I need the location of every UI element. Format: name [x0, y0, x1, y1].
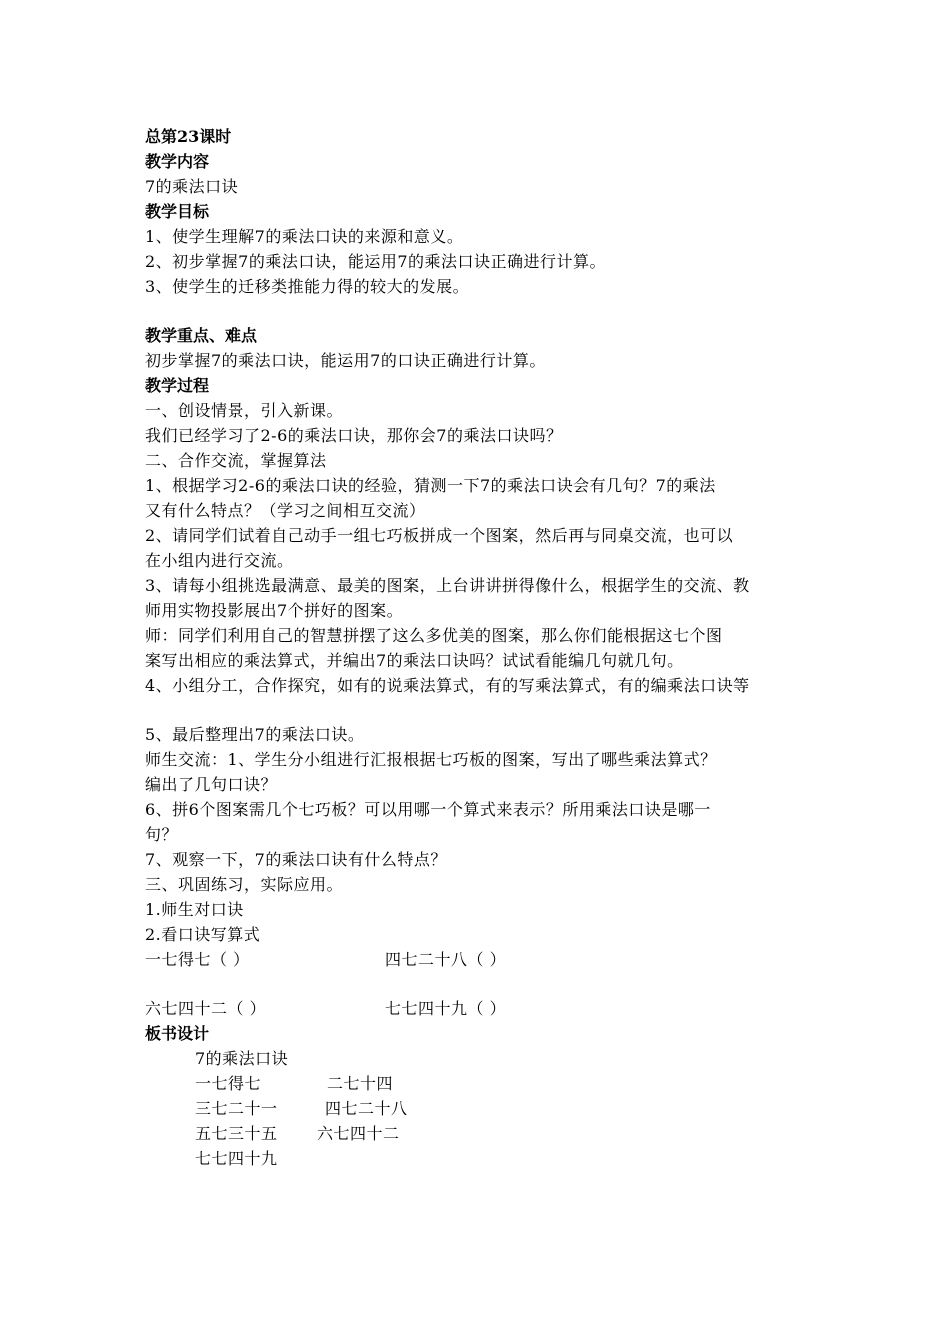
exercise-item: 四七二十八（ ） — [385, 950, 507, 969]
exercise-row — [145, 996, 810, 1021]
board-row — [145, 1121, 810, 1146]
process-line: 7、观察一下，7的乘法口诀有什么特点？ — [145, 850, 447, 869]
goal-item: 1、使学生理解7的乘法口诀的来源和意义。 — [145, 227, 464, 246]
process-line: 2、请同学们试着自己动手一组七巧板拼成一个图案，然后再与同桌交流，也可以 — [145, 526, 734, 545]
process-line: 三、巩固练习，实际应用。 — [145, 875, 344, 894]
content-text: 7的乘法口诀 — [145, 177, 239, 196]
process-line: 4、小组分工，合作探究，如有的说乘法算式，有的写乘法算式，有的编乘法口诀等 — [145, 676, 750, 695]
exercise-item: 六七四十二（ ） — [145, 999, 267, 1018]
process-line: 又有什么特点？（学习之间相互交流） — [145, 501, 426, 520]
key-points-heading: 教学重点、难点 — [145, 326, 258, 345]
process-line: 我们已经学习了2-6的乘法口诀，那你会7的乘法口诀吗？ — [145, 426, 563, 445]
goal-item: 3、使学生的迁移类推能力得的较大的发展。 — [145, 277, 470, 296]
process-heading: 教学过程 — [145, 376, 210, 395]
document-page — [145, 124, 810, 1171]
process-line: 一、创设情景，引入新课。 — [145, 401, 344, 420]
board-design — [145, 1046, 810, 1171]
board-row — [145, 1071, 810, 1096]
process-line: 编出了几句口诀？ — [145, 775, 278, 794]
process-line: 6、拼6个图案需几个七巧板？可以用哪一个算式来表示？所用乘法口诀是哪一 — [145, 800, 711, 819]
board-rhyme: 三七二十一 — [195, 1099, 278, 1118]
board-rhyme: 五七三十五 — [195, 1124, 278, 1143]
process-line: 2.看口诀写算式 — [145, 925, 261, 944]
key-points-text: 初步掌握7的乘法口诀，能运用7的口诀正确进行计算。 — [145, 351, 546, 370]
process-line: 3、请每小组挑选最满意、最美的图案，上台讲讲拼得像什么，根据学生的交流、教 — [145, 576, 750, 595]
process-line: 句？ — [145, 825, 179, 844]
exercise-item: 一七得七（ ） — [145, 950, 250, 969]
process-line: 师用实物投影展出7个拼好的图案。 — [145, 601, 404, 620]
process-line: 师：同学们利用自己的智慧拼摆了这么多优美的图案，那么你们能根据这七个图 — [145, 626, 723, 645]
process-line: 1、根据学习2-6的乘法口诀的经验，猜测一下7的乘法口诀会有几句？7的乘法 — [145, 476, 716, 495]
board-heading: 板书设计 — [145, 1024, 210, 1043]
process-line: 师生交流：1、学生分小组进行汇报根据七巧板的图案，写出了哪些乘法算式？ — [145, 750, 717, 769]
process-line: 案写出相应的乘法算式，并编出7的乘法口诀吗？试试看能编几句就几句。 — [145, 651, 684, 670]
goal-item: 2、初步掌握7的乘法口诀，能运用7的乘法口诀正确进行计算。 — [145, 252, 607, 271]
process-line: 5、最后整理出7的乘法口诀。 — [145, 725, 365, 744]
board-rhyme: 二七十四 — [327, 1074, 394, 1093]
content-heading: 教学内容 — [145, 152, 210, 171]
process-line: 1.师生对口诀 — [145, 900, 244, 919]
process-line: 二、合作交流，掌握算法 — [145, 451, 327, 470]
board-rhyme: 六七四十二 — [317, 1124, 400, 1143]
exercise-item: 七七四十九（ ） — [385, 999, 507, 1018]
board-title: 7的乘法口诀 — [195, 1049, 289, 1068]
spacer — [145, 299, 810, 323]
process-line: 在小组内进行交流。 — [145, 551, 294, 570]
lesson-title: 总第23课时 — [145, 127, 232, 146]
spacer — [145, 972, 810, 996]
spacer — [145, 698, 810, 722]
goals-heading: 教学目标 — [145, 202, 210, 221]
board-row — [145, 1096, 810, 1121]
exercise-row — [145, 947, 810, 972]
board-rhyme: 一七得七 — [195, 1074, 262, 1093]
board-rhyme: 四七二十八 — [325, 1099, 408, 1118]
board-rhyme: 七七四十九 — [195, 1149, 278, 1168]
